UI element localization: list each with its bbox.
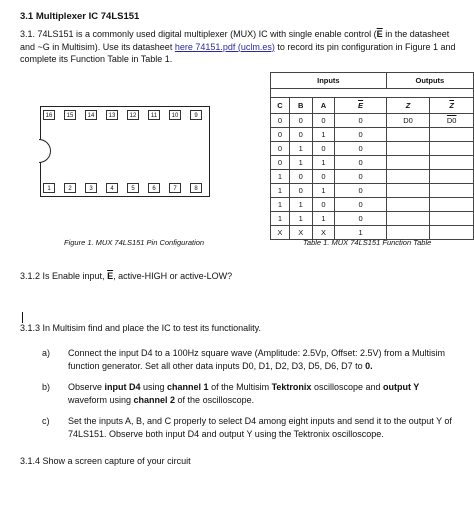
table-cell: 0 bbox=[335, 142, 386, 156]
table-cell bbox=[386, 128, 430, 142]
col-header-a: A bbox=[312, 98, 335, 114]
chip-pin-bottom: 4 bbox=[106, 183, 118, 193]
col-header-c: C bbox=[271, 98, 290, 114]
table-cell bbox=[430, 198, 474, 212]
table-cell: 0 bbox=[312, 198, 335, 212]
table-row bbox=[271, 212, 474, 226]
table-cell: 1 bbox=[271, 170, 290, 184]
function-table-body bbox=[271, 114, 474, 240]
intro-text-1: 3.1. 74LS151 is a commonly used digital multiplexer (MUX) IC with single enable control ( bbox=[20, 29, 377, 39]
table-cell bbox=[430, 212, 474, 226]
table-row bbox=[271, 156, 474, 170]
item-b-b2: channel 1 bbox=[167, 382, 209, 392]
chip-pin-bottom: 3 bbox=[85, 183, 97, 193]
table-cell bbox=[386, 170, 430, 184]
table-cell bbox=[386, 198, 430, 212]
table-cell: 1 bbox=[289, 142, 312, 156]
table-row bbox=[271, 198, 474, 212]
list-item-a bbox=[20, 347, 460, 372]
table-cell bbox=[430, 184, 474, 198]
intro-text-2: in the datasheet and ~G in Multisim). Use its datasheet bbox=[20, 29, 450, 52]
table-cell bbox=[430, 128, 474, 142]
list-item-c bbox=[20, 415, 460, 440]
table-cell: 0 bbox=[289, 170, 312, 184]
table-cell: D0 bbox=[386, 114, 430, 128]
table-cell: 0 bbox=[271, 114, 290, 128]
table-cell: 1 bbox=[312, 128, 335, 142]
figure-caption: Figure 1. MUX 74LS151 Pin Configuration bbox=[64, 238, 205, 247]
table-cell: 0 bbox=[312, 142, 335, 156]
question-312 bbox=[20, 270, 232, 282]
table-cell: 1 bbox=[289, 156, 312, 170]
table-cell bbox=[430, 156, 474, 170]
table-cell: 1 bbox=[312, 212, 335, 226]
table-cell: 0 bbox=[335, 114, 386, 128]
enable-bar-symbol-q312: $\overline{E}$ bbox=[107, 271, 114, 281]
table-caption: Table 1. MUX 74LS151 Function Table bbox=[303, 238, 432, 247]
table-cell bbox=[430, 170, 474, 184]
table-cell: 0 bbox=[289, 114, 312, 128]
q312-text-post: , active-HIGH or active-LOW? bbox=[113, 271, 233, 281]
table-cell bbox=[430, 226, 474, 240]
list-item-b bbox=[20, 381, 460, 406]
section-title: 3.1 Multiplexer IC 74LS151 bbox=[20, 11, 140, 22]
table-cell: 1 bbox=[271, 184, 290, 198]
item-a-bold-end: 0. bbox=[365, 360, 373, 371]
item-b-b3: Tektronix bbox=[271, 382, 312, 392]
question-313-heading: 3.1.3 In Multisim find and place the IC to test its functionality. bbox=[20, 323, 261, 333]
col-header-ebar: $\overline{E}$ bbox=[335, 98, 386, 114]
chip-pin-top: 14 bbox=[85, 110, 97, 120]
table-cell bbox=[386, 184, 430, 198]
item-b-t1: Observe bbox=[68, 382, 105, 392]
col-header-zbar: $\overline{Z}$ bbox=[430, 98, 474, 114]
table-cell: 0 bbox=[289, 128, 312, 142]
table-row bbox=[271, 128, 474, 142]
chip-pin-top: 16 bbox=[43, 110, 55, 120]
list-label-b: b) bbox=[42, 382, 51, 392]
table-cell: X bbox=[312, 226, 335, 240]
table-cell: 1 bbox=[289, 198, 312, 212]
table-cell bbox=[386, 156, 430, 170]
chip-pin-top: 12 bbox=[127, 110, 139, 120]
item-b-t2: using bbox=[140, 382, 168, 392]
q312-text-pre: 3.1.2 Is Enable input, bbox=[20, 271, 108, 281]
chip-pin-bottom: 6 bbox=[148, 183, 160, 193]
table-cell: 0 bbox=[335, 212, 386, 226]
item-c-text: Set the inputs A, B, and C properly to select D4 among eight inputs and send it to the output Y of 74LS151. Observe both input D4 and output Y using the Tektronix oscilloscope. bbox=[68, 416, 452, 439]
table-cell: 0 bbox=[335, 170, 386, 184]
table-cell: 0 bbox=[271, 128, 290, 142]
table-cell bbox=[386, 142, 430, 156]
chip-pin-bottom: 2 bbox=[64, 183, 76, 193]
table-cell: X bbox=[271, 226, 290, 240]
table-cell: 0 bbox=[289, 184, 312, 198]
table-cell bbox=[430, 142, 474, 156]
table-cell bbox=[386, 212, 430, 226]
chip-pin-bottom: 7 bbox=[169, 183, 181, 193]
outputs-group-header: Outputs bbox=[386, 73, 473, 89]
chip-pin-top: 11 bbox=[148, 110, 160, 120]
chip-notch bbox=[39, 139, 51, 163]
table-row bbox=[271, 142, 474, 156]
table-cell: 0 bbox=[312, 170, 335, 184]
table-cell: 1 bbox=[335, 226, 386, 240]
datasheet-link[interactable]: here 74151.pdf (uclm.es) bbox=[174, 41, 275, 52]
chip-pin-bottom: 5 bbox=[127, 183, 139, 193]
table-cell: 0 bbox=[335, 128, 386, 142]
item-b-t5: waveform using bbox=[68, 394, 134, 405]
chip-pin-top: 10 bbox=[169, 110, 181, 120]
chip-pin-top: 9 bbox=[190, 110, 202, 120]
table-row bbox=[271, 184, 474, 198]
table-row bbox=[271, 114, 474, 128]
table-cell: D0 bbox=[430, 114, 474, 128]
item-b-b1: input D4 bbox=[104, 382, 141, 392]
col-header-z: Z bbox=[386, 98, 430, 114]
table-cell: 1 bbox=[271, 212, 290, 226]
table-row bbox=[271, 170, 474, 184]
col-header-b: B bbox=[289, 98, 312, 114]
table-cell: 0 bbox=[271, 156, 290, 170]
chip-pin-bottom: 1 bbox=[43, 183, 55, 193]
chip-pin-top: 15 bbox=[64, 110, 76, 120]
question-314: 3.1.4 Show a screen capture of your circuit bbox=[20, 456, 191, 466]
item-b-t4: oscilloscope and bbox=[311, 382, 383, 392]
ic-chip-outline bbox=[40, 106, 210, 197]
table-cell: 0 bbox=[335, 184, 386, 198]
list-label-a: a) bbox=[42, 348, 51, 358]
item-b-t3: of the Multisim bbox=[208, 382, 272, 392]
table-cell: 0 bbox=[312, 114, 335, 128]
table-cell: 0 bbox=[271, 142, 290, 156]
chip-pin-bottom: 8 bbox=[190, 183, 202, 193]
item-b-t6: of the oscilloscope. bbox=[175, 394, 255, 405]
item-a-text: Connect the input D4 to a 100Hz square wave (Amplitude: 2.5Vp, Offset: 2.5V) from a Multisim function generator. Set all other data inputs D0, D1, D2, D3, D5, D6, D7 to bbox=[68, 348, 446, 371]
function-table bbox=[270, 72, 474, 240]
inputs-group-header: Inputs bbox=[271, 73, 387, 89]
table-cell: 1 bbox=[271, 198, 290, 212]
table-cell: 1 bbox=[312, 184, 335, 198]
table-cell: 1 bbox=[289, 212, 312, 226]
intro-paragraph bbox=[20, 28, 460, 66]
table-cell: X bbox=[289, 226, 312, 240]
table-cell: 0 bbox=[335, 198, 386, 212]
table-cell: 1 bbox=[312, 156, 335, 170]
chip-pin-top: 13 bbox=[106, 110, 118, 120]
intro-text-3: to record its pin configuration in Figure 1 and complete its Function Table in Table 1. bbox=[20, 41, 456, 64]
table-cell: 0 bbox=[335, 156, 386, 170]
enable-bar-symbol: $\overline{E}$ bbox=[376, 29, 383, 39]
item-b-b5: channel 2 bbox=[133, 394, 176, 405]
item-b-b4: output Y bbox=[382, 382, 420, 392]
question-313-list bbox=[20, 347, 460, 449]
list-label-c: c) bbox=[42, 416, 50, 426]
